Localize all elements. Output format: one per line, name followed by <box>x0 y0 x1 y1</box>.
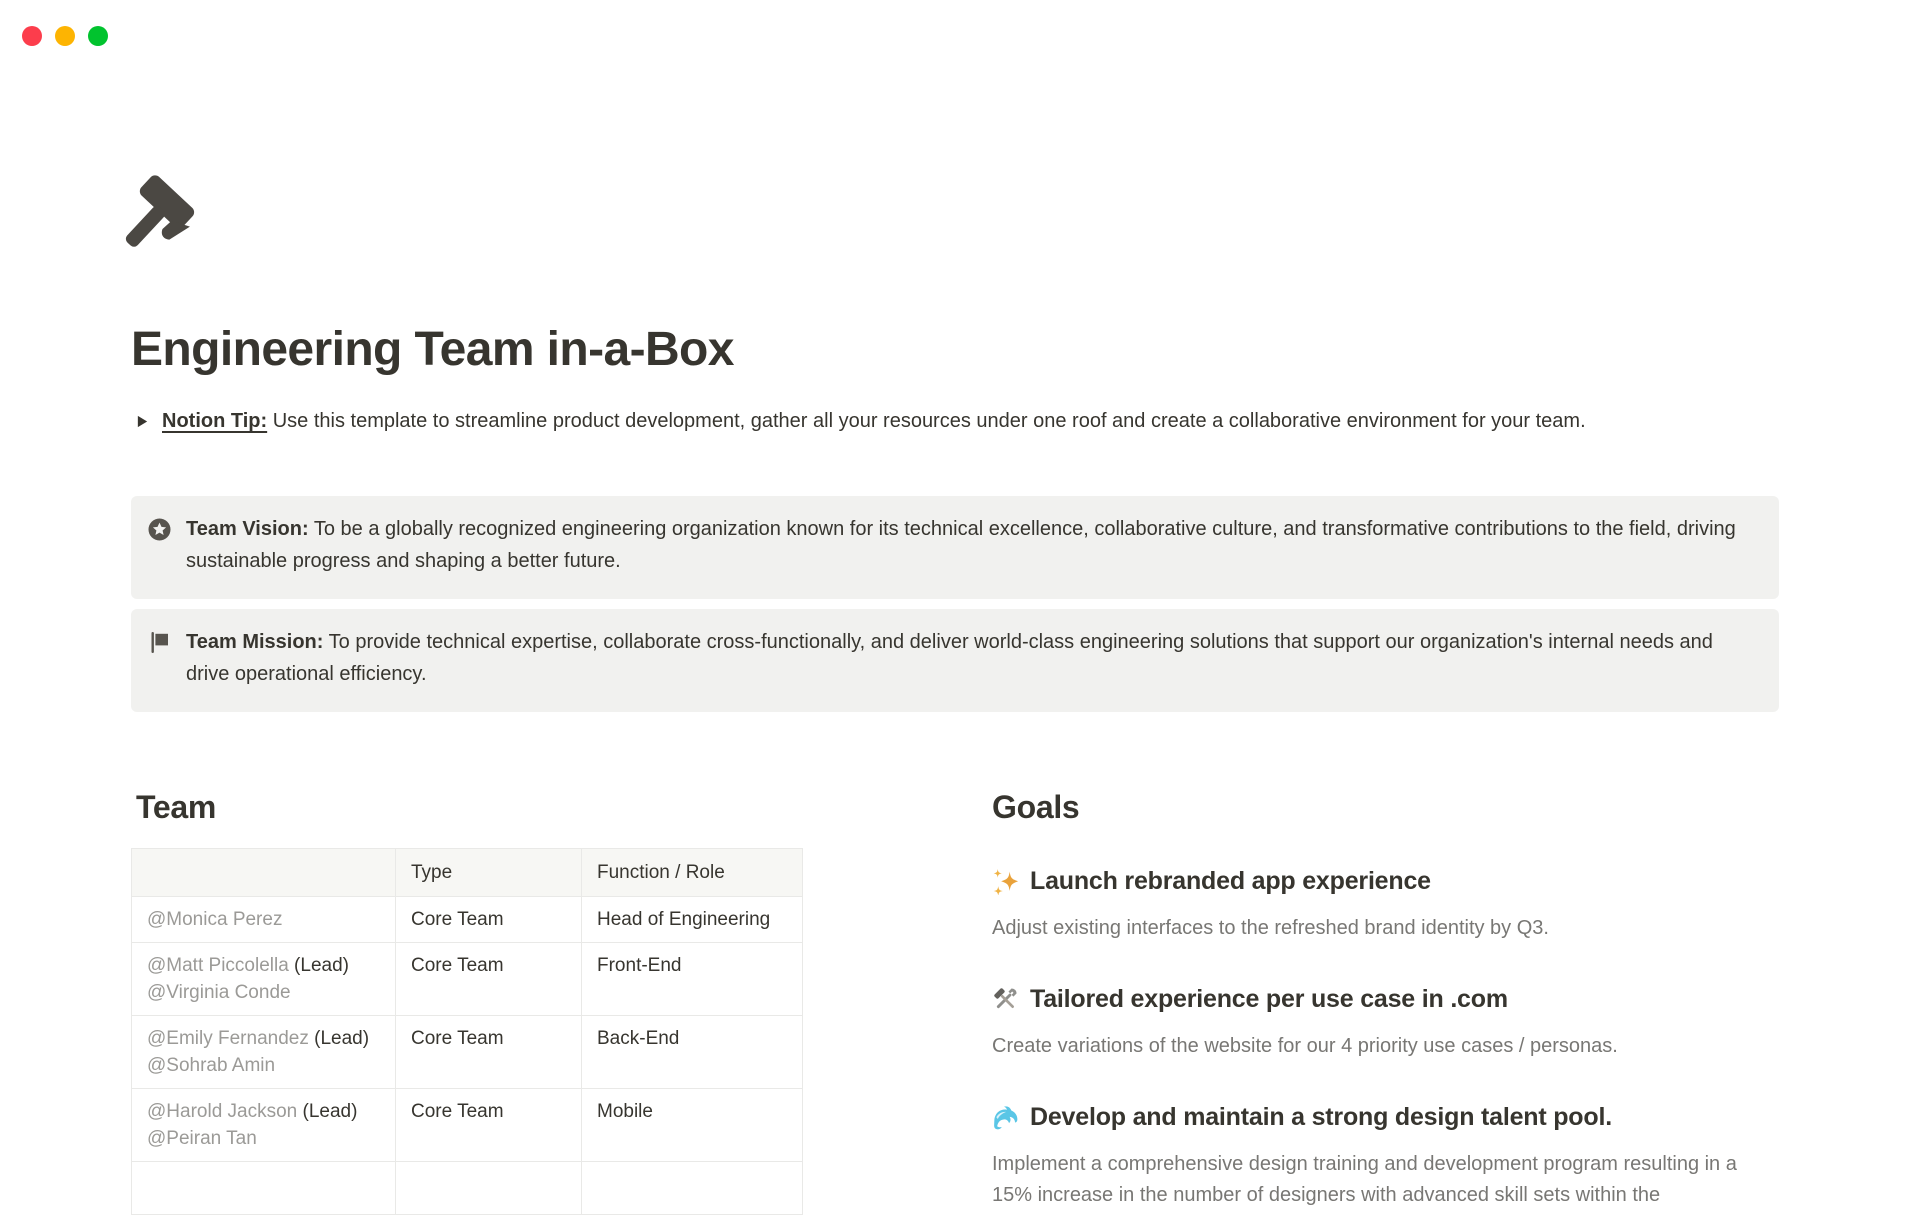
toggle-triangle-icon[interactable] <box>131 406 153 437</box>
goal-title[interactable]: Launch rebranded app experience <box>1030 867 1431 895</box>
goal-title-row <box>992 984 1762 1015</box>
goals-section <box>992 788 1762 1211</box>
goal-title[interactable]: Tailored experience per use case in .com <box>1030 985 1508 1013</box>
mention[interactable]: @Virginia Conde <box>147 982 291 1003</box>
team-section <box>131 788 831 1215</box>
team-vision-label: Team Vision: <box>186 518 309 540</box>
cell-members[interactable] <box>132 1089 396 1162</box>
cell-role[interactable] <box>582 1162 803 1215</box>
goal-title-row <box>992 866 1762 897</box>
goals-heading[interactable]: Goals <box>992 789 1080 825</box>
lead-suffix: (Lead) <box>297 1101 358 1122</box>
mention[interactable]: @Harold Jackson <box>147 1101 298 1122</box>
team-vision-callout <box>131 496 1779 599</box>
lead-suffix: (Lead) <box>308 1028 370 1049</box>
mention[interactable]: @Peiran Tan <box>147 1128 257 1149</box>
table-row <box>132 943 803 1016</box>
team-vision-text[interactable] <box>186 513 1746 582</box>
team-mission-text[interactable] <box>186 626 1746 695</box>
goal-description[interactable]: Create variations of the website for our 4 priority use cases / personas. <box>992 1035 1618 1057</box>
page-title[interactable]: Engineering Team in-a-Box <box>131 323 734 376</box>
goal-item <box>992 866 1762 944</box>
table-row <box>132 1162 803 1215</box>
goal-title-row <box>992 1102 1762 1133</box>
dolphin-icon <box>992 1104 1019 1131</box>
flag-icon <box>147 630 172 655</box>
star-circle-icon <box>147 517 172 542</box>
team-mission-body: To provide technical expertise, collaborate cross-functionally, and deliver world-class engineering solutions that support our organization's internal needs and drive operational efficiency. <box>186 631 1713 685</box>
team-heading[interactable]: Team <box>136 789 217 825</box>
cell-role[interactable]: Head of Engineering <box>582 897 803 943</box>
cell-role[interactable]: Mobile <box>582 1089 803 1162</box>
goal-item <box>992 1102 1762 1211</box>
cell-role[interactable]: Back-End <box>582 1016 803 1089</box>
team-table <box>131 848 803 1215</box>
table-row <box>132 897 803 943</box>
cell-members[interactable] <box>132 943 396 1016</box>
lead-suffix: (Lead) <box>288 955 349 976</box>
tip-text[interactable] <box>162 406 1586 437</box>
header-role[interactable]: Function / Role <box>582 849 803 897</box>
window-controls <box>22 26 108 46</box>
hammer-wrench-icon <box>992 986 1019 1013</box>
cell-type[interactable] <box>396 1162 582 1215</box>
cell-type[interactable]: Core Team <box>396 897 582 943</box>
cell-role[interactable]: Front-End <box>582 943 803 1016</box>
goal-title[interactable]: Develop and maintain a strong design talent pool. <box>1030 1103 1612 1131</box>
mention[interactable]: @Monica Perez <box>147 909 283 930</box>
team-vision-body: To be a globally recognized engineering organization known for its technical excellence, collaborative culture, and transformative contributions to the field, driving sustainable progress and shaping a better future. <box>186 518 1736 572</box>
header-type[interactable]: Type <box>396 849 582 897</box>
mention[interactable]: @Matt Piccolella <box>147 955 289 976</box>
goal-description[interactable]: Adjust existing interfaces to the refreshed brand identity by Q3. <box>992 917 1549 939</box>
header-members[interactable] <box>132 849 396 897</box>
table-row <box>132 1089 803 1162</box>
cell-members[interactable] <box>132 1016 396 1089</box>
table-row <box>132 1016 803 1089</box>
table-header-row <box>132 849 803 897</box>
team-mission-callout <box>131 609 1779 712</box>
mention[interactable]: @Sohrab Amin <box>147 1055 276 1076</box>
cell-members[interactable] <box>132 897 396 943</box>
mention[interactable]: @Emily Fernandez <box>147 1028 309 1049</box>
tip-body: Use this template to streamline product development, gather all your resources under one roof and create a collaborative environment for your team. <box>272 410 1586 432</box>
tip-label: Notion Tip: <box>162 410 268 432</box>
hammer-icon[interactable] <box>113 174 201 266</box>
cell-members[interactable] <box>132 1162 396 1215</box>
cell-type[interactable]: Core Team <box>396 1016 582 1089</box>
sparkles-icon <box>992 868 1019 895</box>
cell-type[interactable]: Core Team <box>396 1089 582 1162</box>
goal-item <box>992 984 1762 1062</box>
goal-description[interactable]: Implement a comprehensive design training and development program resulting in a 15% increase in the number of designers with advanced skill sets within the <box>992 1153 1737 1206</box>
close-button[interactable] <box>22 26 42 46</box>
cell-type[interactable]: Core Team <box>396 943 582 1016</box>
minimize-button[interactable] <box>55 26 75 46</box>
notion-tip-block <box>131 406 1791 437</box>
zoom-button[interactable] <box>88 26 108 46</box>
team-mission-label: Team Mission: <box>186 631 324 653</box>
